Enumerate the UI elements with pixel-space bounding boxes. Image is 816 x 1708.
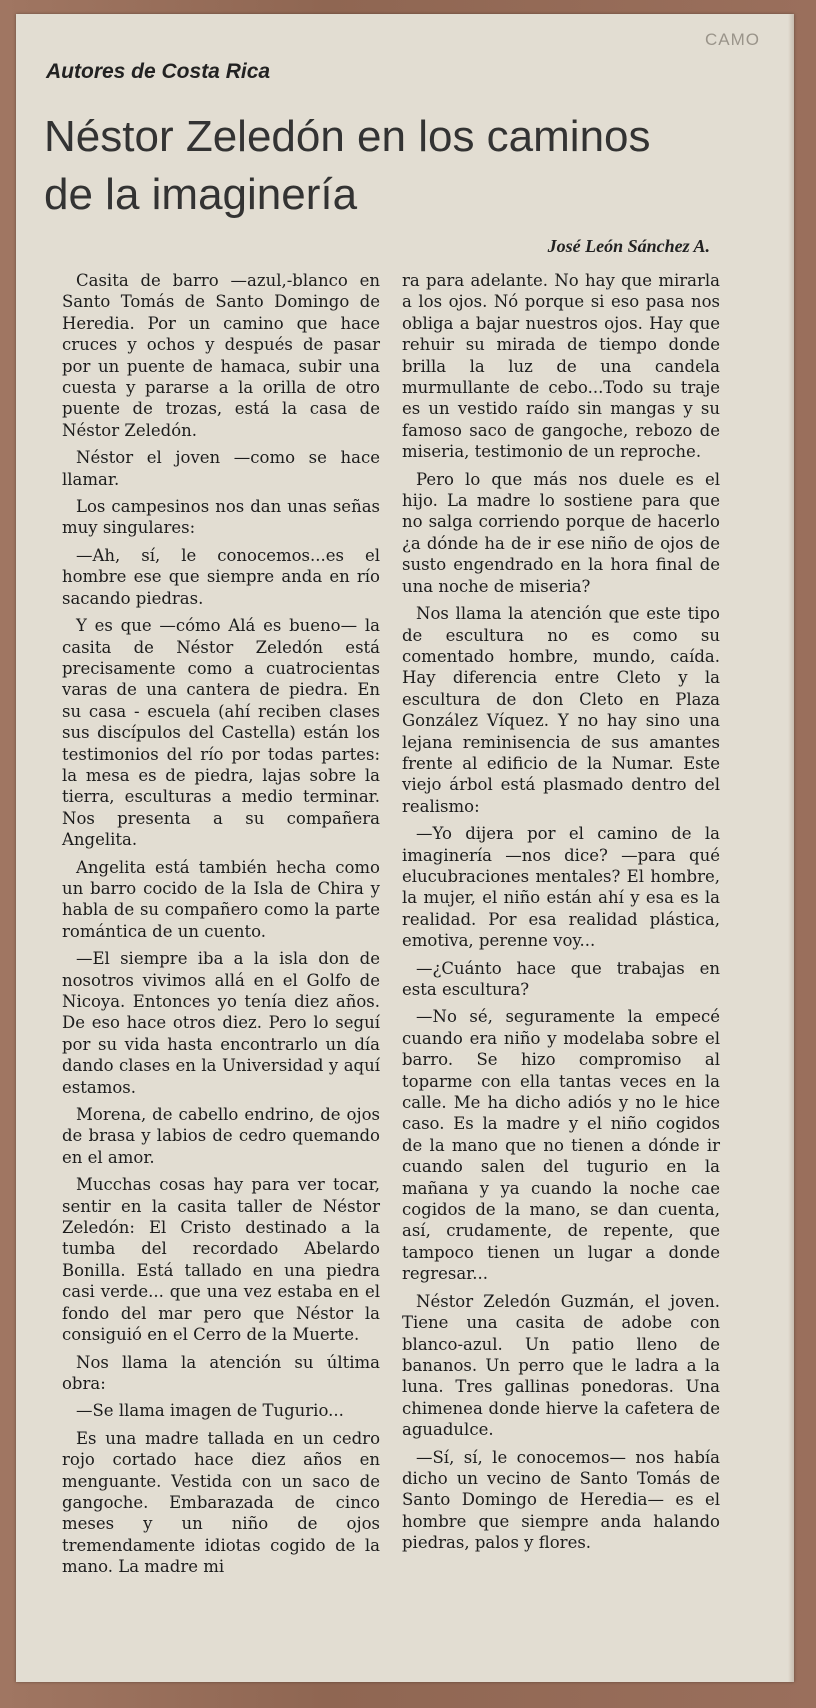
paragraph: —Sí, sí, le conocemos— nos había dicho un vecino de Santo Tomás de Santo Domingo de Heredia— es el hombre que siempre anda halando piedras, palos y flores. (402, 1447, 720, 1553)
paragraph: Angelita está también hecha como un barro cocido de la Isla de Chira y habla de su compañero como la parte romántica de un cuento. (62, 857, 380, 941)
paragraph: Pero lo que más nos duele es el hijo. La madre lo sostiene para que no salga corriendo porque de hacerlo ¿a dónde ha de ir ese niño de ojos de susto engendrado en la hora final de una noche de miseria? (402, 469, 720, 596)
paragraph: ra para adelante. No hay que mirarla a los ojos. Nó porque si eso pasa nos obliga a bajar nuestros ojos. Hay que rehuir su mirada de tiempo donde brilla la luz de una candela murmullante de cebo...Todo su traje es un vestido raído sin mangas y su famoso saco de gangoche, rebozo de miseria, testimonio de un reproche. (402, 271, 720, 462)
paragraph: —Se llama imagen de Tugurio... (76, 1401, 344, 1421)
paragraph: —El siempre iba a la isla don de nosotros vivimos allá en el Golfo de Nicoya. Entonces yo tenía diez años. De eso hace otros diez. Pero lo seguí por su vida hasta encontrarlo un día dando clases en la Universidad y aquí estamos. (62, 949, 380, 1097)
paragraph: —Yo dijera por el camino de la imaginería —nos dice? —para qué elucubraciones mentales? El hombre, la mujer, el niño están ahí y esa es la realidad. Por esa realidad plástica, emotiva, perenne voy... (402, 824, 720, 951)
paragraph: Es una madre tallada en un cedro rojo cortado hace diez años en menguante. Vestida con un saco de gangoche. Embarazada de cinco meses y un niño de ojos tremendamente idiotas cogido de la mano. La madre mi (62, 1428, 380, 1577)
paragraph: Néstor Zeledón Guzmán, el joven. Tiene una casita de adobe con blanco-azul. Un patio lleno de bananos. Un perro que le ladra a la luna. Tres gallinas ponedoras. Una chimenea donde hierve la cafetera de aguadulce. (402, 1291, 720, 1440)
paragraph: Néstor el joven —como se hace llamar. (62, 448, 380, 489)
section-label: Autores de Costa Rica (46, 60, 271, 83)
paragraph: —Ah, sí, le conocemos...es el hombre ese que siempre anda en río sacando piedras. (62, 545, 380, 608)
paragraph: Los campesinos nos dan unas señas muy singulares: (62, 497, 380, 538)
article-column-right (402, 270, 720, 1560)
paragraph: Nos llama la atención su última obra: (62, 1352, 380, 1393)
paragraph: Mucchas cosas hay para ver tocar, sentir en la casita taller de Néstor Zeledón: El Cristo destinado a la tumba del recordado Abelardo Bonilla. Está tallado en una piedra casi verde... que una vez estaba en el fondo del mar pero que Néstor la consiguió en el Cerro de la Muerte. (62, 1175, 380, 1345)
paragraph: Morena, de cabello endrino, de ojos de brasa y labios de cedro quemando en el amor. (62, 1105, 380, 1167)
author-byline: José León Sánchez A. (547, 236, 710, 256)
paragraph: Nos llama la atención que este tipo de escultura no es como su comentado hombre, mundo, caída. Hay diferencia entre Cleto y la escultura de don Cleto en Plaza González Víquez. Y no hay sino una lejana reminisencia de sus amantes frente al edificio de la Numar. Este viejo árbol está plasmado dentro del realismo: (402, 604, 720, 816)
paragraph: —No sé, seguramente la empecé cuando era niño y modelaba sobre el barro. Se hizo compromiso al toparme con ella tantas veces en la calle. Me ha dicho adiós y no le hice caso. Es la madre y el niño cogidos de la mano que no tienen a dónde ir cuando salen del tugurio en la mañana y ya cuando la noche cae cogidos de la mano, se dan cuenta, así, crudamente, de repente, que tampoco tienen un lugar a donde regresar... (402, 1007, 720, 1284)
corner-stamp: CAMO (705, 30, 760, 49)
article-column-left (62, 270, 380, 1584)
paragraph: Casita de barro —azul,-blanco en Santo Tomás de Santo Domingo de Heredia. Por un camino que hace cruces y ochos y después de pasar por un puente de hamaca, subir una cuesta y pararse a la orilla de otro puente de trozas, está la casa de Néstor Zeledón. (62, 271, 380, 440)
paragraph: —¿Cuánto hace que trabajas en esta escultura? (402, 958, 720, 999)
paragraph: Y es que —cómo Alá es bueno— la casita de Néstor Zeledón está precisamente como a cuatrocientas varas de una cantera de piedra. En su casa - escuela (ahí reciben clases sus discípulos del Castella) están los testimonios del río por todas partes: la mesa es de piedra, lajas sobre la tierra, esculturas a medio terminar. Nos presenta a su compañera Angelita. (62, 616, 380, 850)
article-headline: Néstor Zeledón en los caminos de la imaginería (44, 112, 651, 219)
